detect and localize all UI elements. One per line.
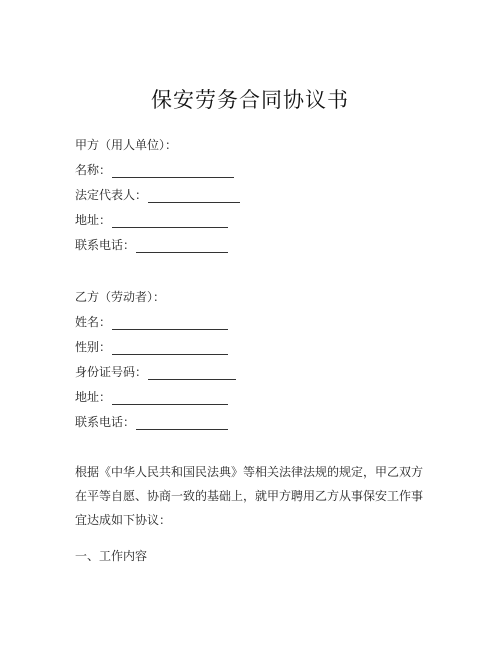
intro-paragraph: 根据《中华人民共和国民法典》等相关法律法规的规定，甲乙双方在平等自愿、协商一致的基础上，就甲方聘用乙方从事保安工作事宜达成如下协议： (75, 465, 424, 527)
party-b-gender-label: 性别： (75, 340, 112, 354)
party-b-id-blank[interactable] (148, 367, 236, 380)
party-b-address-row (75, 389, 228, 405)
party-b-name-row (75, 314, 228, 330)
party-b-phone-label: 联系电话： (75, 415, 136, 429)
party-b-phone-row (75, 414, 228, 430)
party-b-address-label: 地址： (75, 390, 112, 404)
party-a-name-row (75, 162, 234, 178)
document-title: 保安劳务合同协议书 (151, 88, 349, 112)
party-b-name-blank[interactable] (112, 317, 228, 330)
party-b-phone-blank[interactable] (136, 417, 228, 430)
party-a-name-label: 名称： (75, 163, 112, 177)
party-a-header (75, 137, 177, 153)
party-a-rep-blank[interactable] (148, 190, 240, 203)
party-a-rep-row (75, 187, 240, 203)
party-b-name-label: 姓名： (75, 315, 112, 329)
party-a-address-blank[interactable] (112, 215, 228, 228)
party-a-phone-label: 联系电话： (75, 238, 136, 252)
party-a-phone-blank[interactable] (136, 240, 228, 253)
party-a-address-label: 地址： (75, 213, 112, 227)
party-b-id-row (75, 364, 236, 380)
party-b-header-text: 乙方（劳动者）： (75, 290, 166, 304)
party-b-id-label: 身份证号码： (75, 365, 148, 379)
party-b-gender-row (75, 339, 228, 355)
party-b-gender-blank[interactable] (112, 342, 228, 355)
party-a-header-text: 甲方（用人单位）： (75, 138, 178, 152)
party-a-phone-row (75, 237, 228, 253)
section-heading-work-content: 一、工作内容 (75, 549, 148, 563)
party-b-address-blank[interactable] (112, 392, 228, 405)
party-a-rep-label: 法定代表人： (75, 188, 148, 202)
party-b-header (75, 289, 165, 305)
party-a-name-blank[interactable] (112, 165, 234, 178)
party-a-address-row (75, 212, 228, 228)
